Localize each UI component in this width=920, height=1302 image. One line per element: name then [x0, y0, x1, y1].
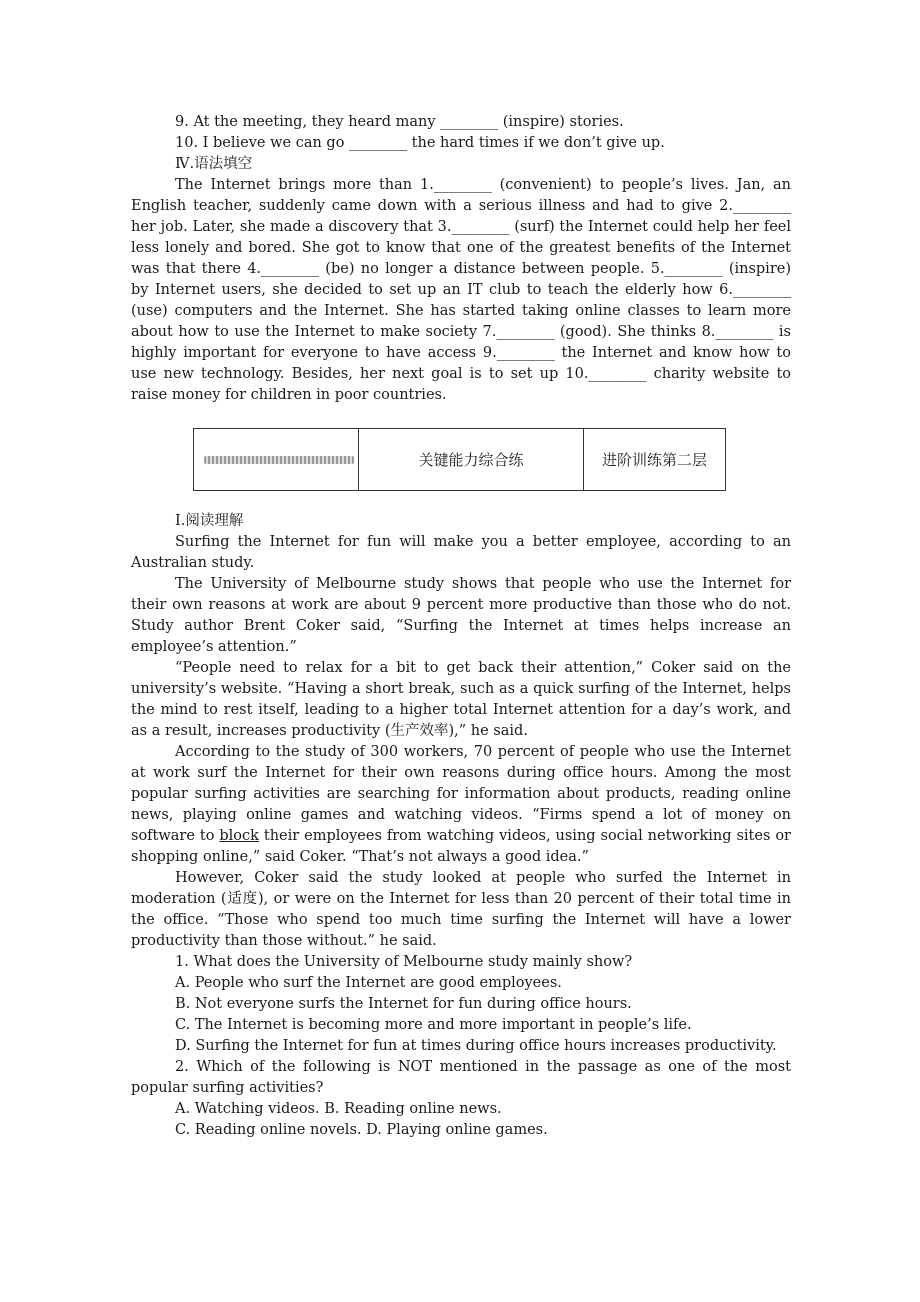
question-1-option-c: C. The Internet is becoming more and more important in people’s life.	[175, 1017, 692, 1033]
grammar-passage: The Internet brings more than 1.________ (convenient) to people’s lives. Jan, an English teacher, suddenly came down with a serious illness and had to give 2.________ her job. Later, she made a discovery that 3.________ (surf) the Internet could help her feel less lonely and bored. She got to know that one of the greatest benefits of the Internet was that there 4.________ (be) no longer a distance between people. 5.________ (inspire) by Internet users, she decided to set up an IT club to teach the elderly how 6.________ (use) computers and the Internet. She has started taking online classes to learn more about how to use the Internet to make society 7.________ (good). She thinks 8.________ is highly important for everyone to have access 9.________ the Internet and know how to use new technology. Besides, her next goal is to set up 10.________ charity website to raise money for children in poor countries.	[131, 177, 791, 403]
reading-heading: Ⅰ.阅读理解	[175, 513, 244, 529]
question-1-option-a: A. People who surf the Internet are good employees.	[175, 975, 562, 991]
grammar-heading: Ⅳ.语法填空	[175, 156, 253, 172]
reading-paragraph-4	[131, 742, 791, 868]
decorative-stripe-icon	[204, 456, 354, 464]
question-2-options-ab: A. Watching videos. B. Reading online news.	[175, 1101, 502, 1117]
section-banner	[193, 428, 726, 491]
banner-title: 关键能力综合练	[359, 429, 584, 490]
exercise-item-10: 10. I believe we can go ________ the hard times if we don’t give up.	[175, 135, 665, 151]
question-2-options-cd: C. Reading online novels. D. Playing online games.	[175, 1122, 548, 1138]
reading-paragraph-4-part-b: their employees from watching videos, using social networking sites or shopping online,” said Coker. “That’s not always a good idea.”	[131, 828, 791, 865]
exercise-item-9: 9. At the meeting, they heard many ________ (inspire) stories.	[175, 114, 624, 130]
reading-paragraph-4-part-a: According to the study of 300 workers, 70 percent of people who use the Internet at work surf the Internet for their own reasons during office hours. Among the most popular surfing activities are searching for information about products, reading online news, playing online games and watching videos. “Firms spend a lot of money on software to	[131, 744, 791, 844]
question-2: 2. Which of the following is NOT mentioned in the passage as one of the most popular surfing activities?	[131, 1059, 791, 1096]
question-1: 1. What does the University of Melbourne study mainly show?	[175, 954, 633, 970]
document-page	[131, 112, 791, 1141]
reading-paragraph-2: The University of Melbourne study shows that people who use the Internet for their own reasons at work are about 9 percent more productive than those who do not. Study author Brent Coker said, “Surfing the Internet at times helps increase an employee’s attention.”	[131, 576, 791, 655]
underlined-word: block	[219, 828, 259, 844]
question-1-option-d: D. Surfing the Internet for fun at times during office hours increases productivity.	[175, 1038, 777, 1054]
reading-paragraph-5: However, Coker said the study looked at people who surfed the Internet in moderation (适度), or were on the Internet for less than 20 percent of their total time in the office. “Those who spend too much time surfing the Internet will have a lower productivity than those without.” he said.	[131, 870, 791, 949]
reading-paragraph-1: Surfing the Internet for fun will make you a better employee, according to an Australian study.	[131, 534, 791, 571]
reading-paragraph-3: “People need to relax for a bit to get back their attention,” Coker said on the university’s website. “Having a short break, such as a quick surfing of the Internet, helps the mind to rest itself, leading to a higher total Internet attention for a day’s work, and as a result, increases productivity (生产效率),” he said.	[131, 660, 791, 739]
banner-decoration	[194, 429, 359, 490]
question-1-option-b: B. Not everyone surfs the Internet for fun during office hours.	[175, 996, 632, 1012]
banner-subtitle: 进阶训练第二层	[601, 451, 707, 469]
